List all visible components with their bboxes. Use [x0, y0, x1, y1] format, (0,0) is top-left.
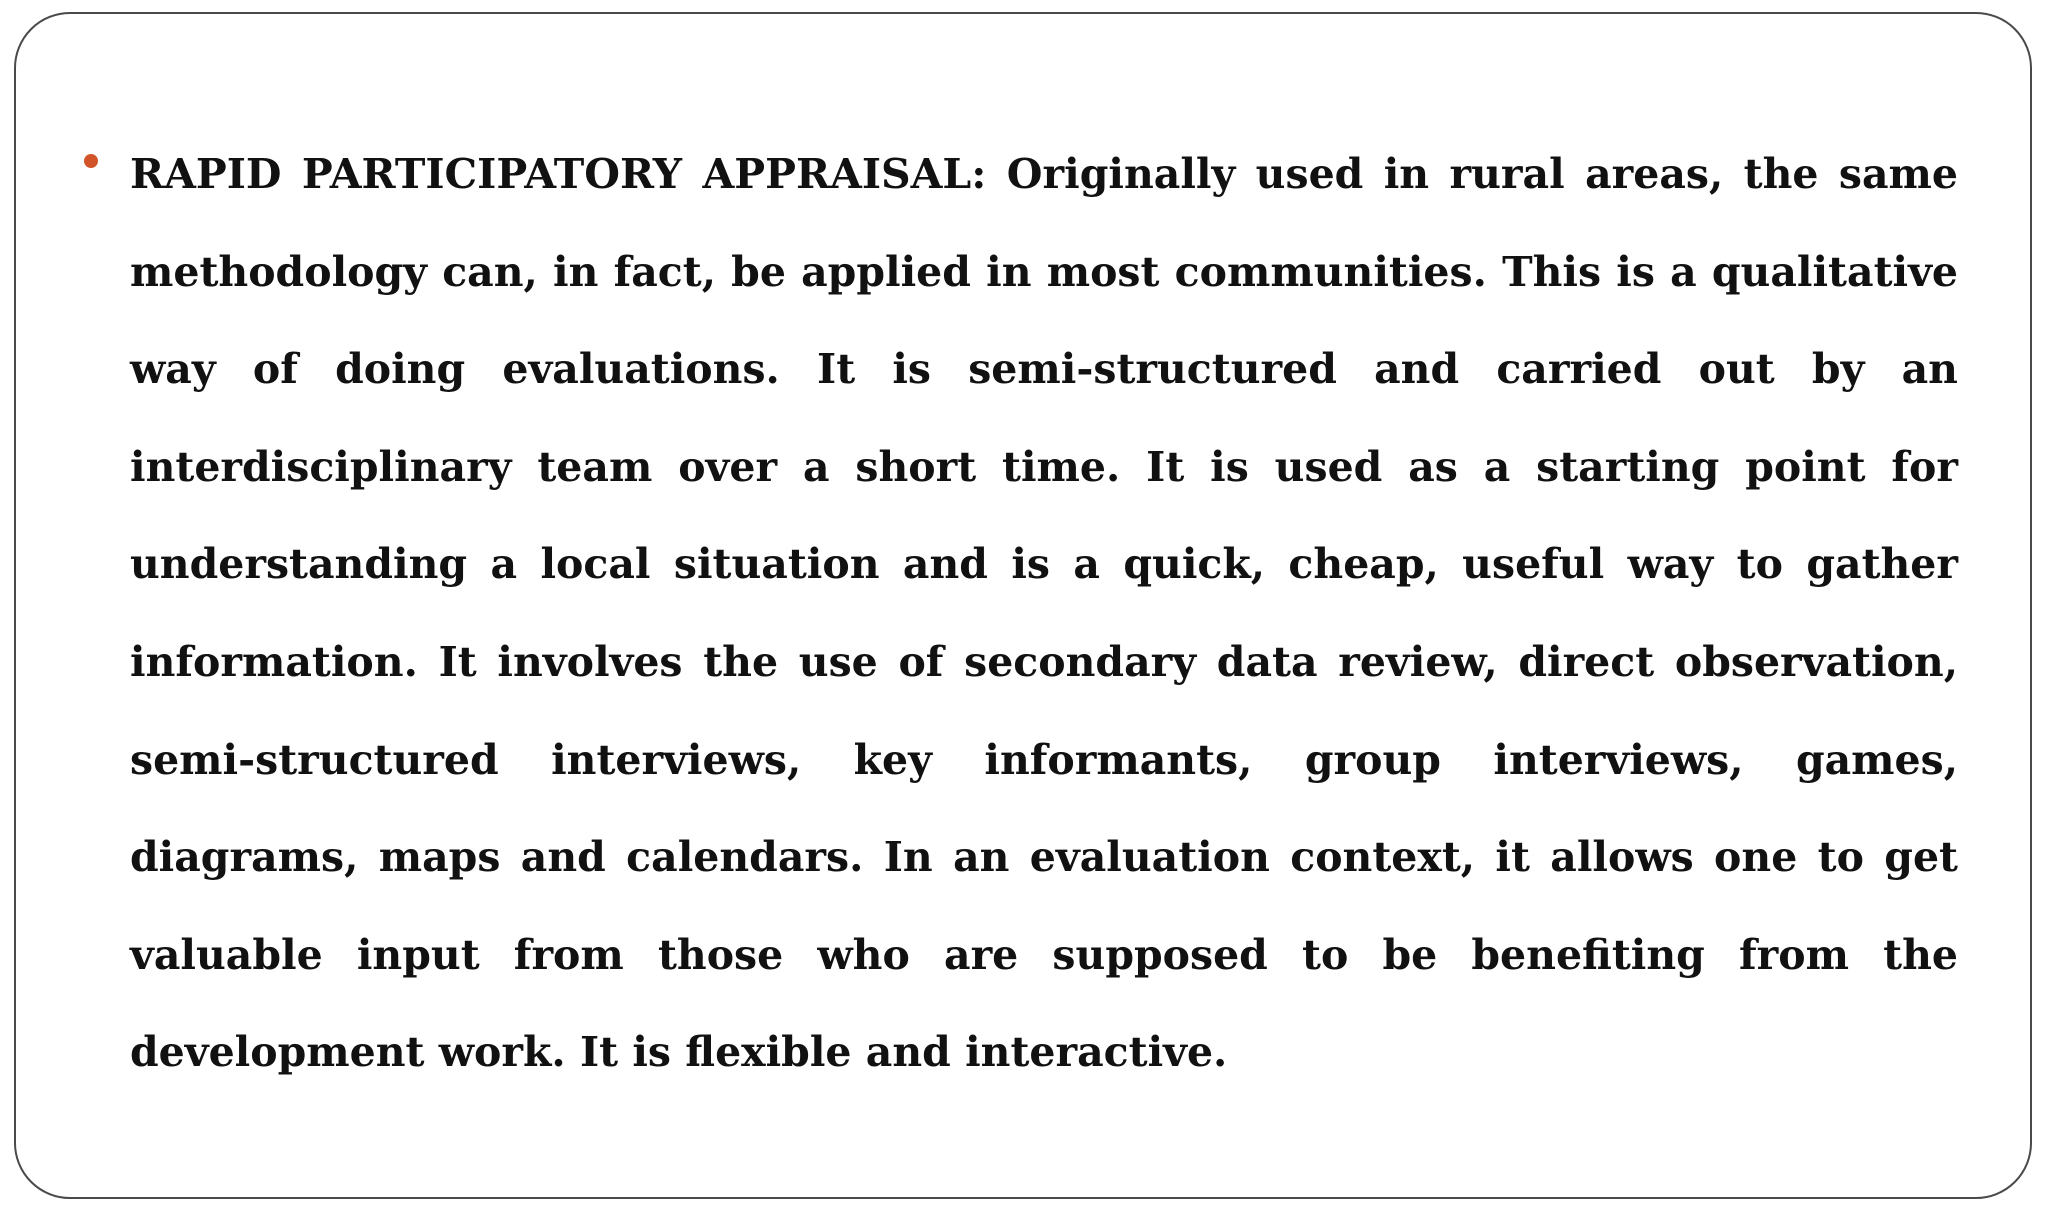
- bullet-item: [84, 126, 1972, 1102]
- slide-frame: [14, 12, 2032, 1199]
- bullet-body-text: Originally used in rural areas, the same methodology can, in fact, be applied in most communities. This is a qualitative way of doing evaluations. It is semi-structured and carried out by an interdisciplinary team over a short time. It is used as a starting point for understanding a local situation and is a quick, cheap, useful way to gather information. It involves the use of secondary data review, direct observation, semi-structured interviews, key informants, group interviews, games, diagrams, maps and calendars. In an evaluation context, it allows one to get valuable input from those who are supposed to be benefiting from the development work. It is flexible and interactive.: [130, 150, 1958, 1077]
- bullet-paragraph: [130, 126, 1958, 1102]
- bullet-dot-icon: [84, 154, 98, 168]
- bullet-lead-heading: RAPID PARTICIPATORY APPRAISAL:: [130, 150, 987, 198]
